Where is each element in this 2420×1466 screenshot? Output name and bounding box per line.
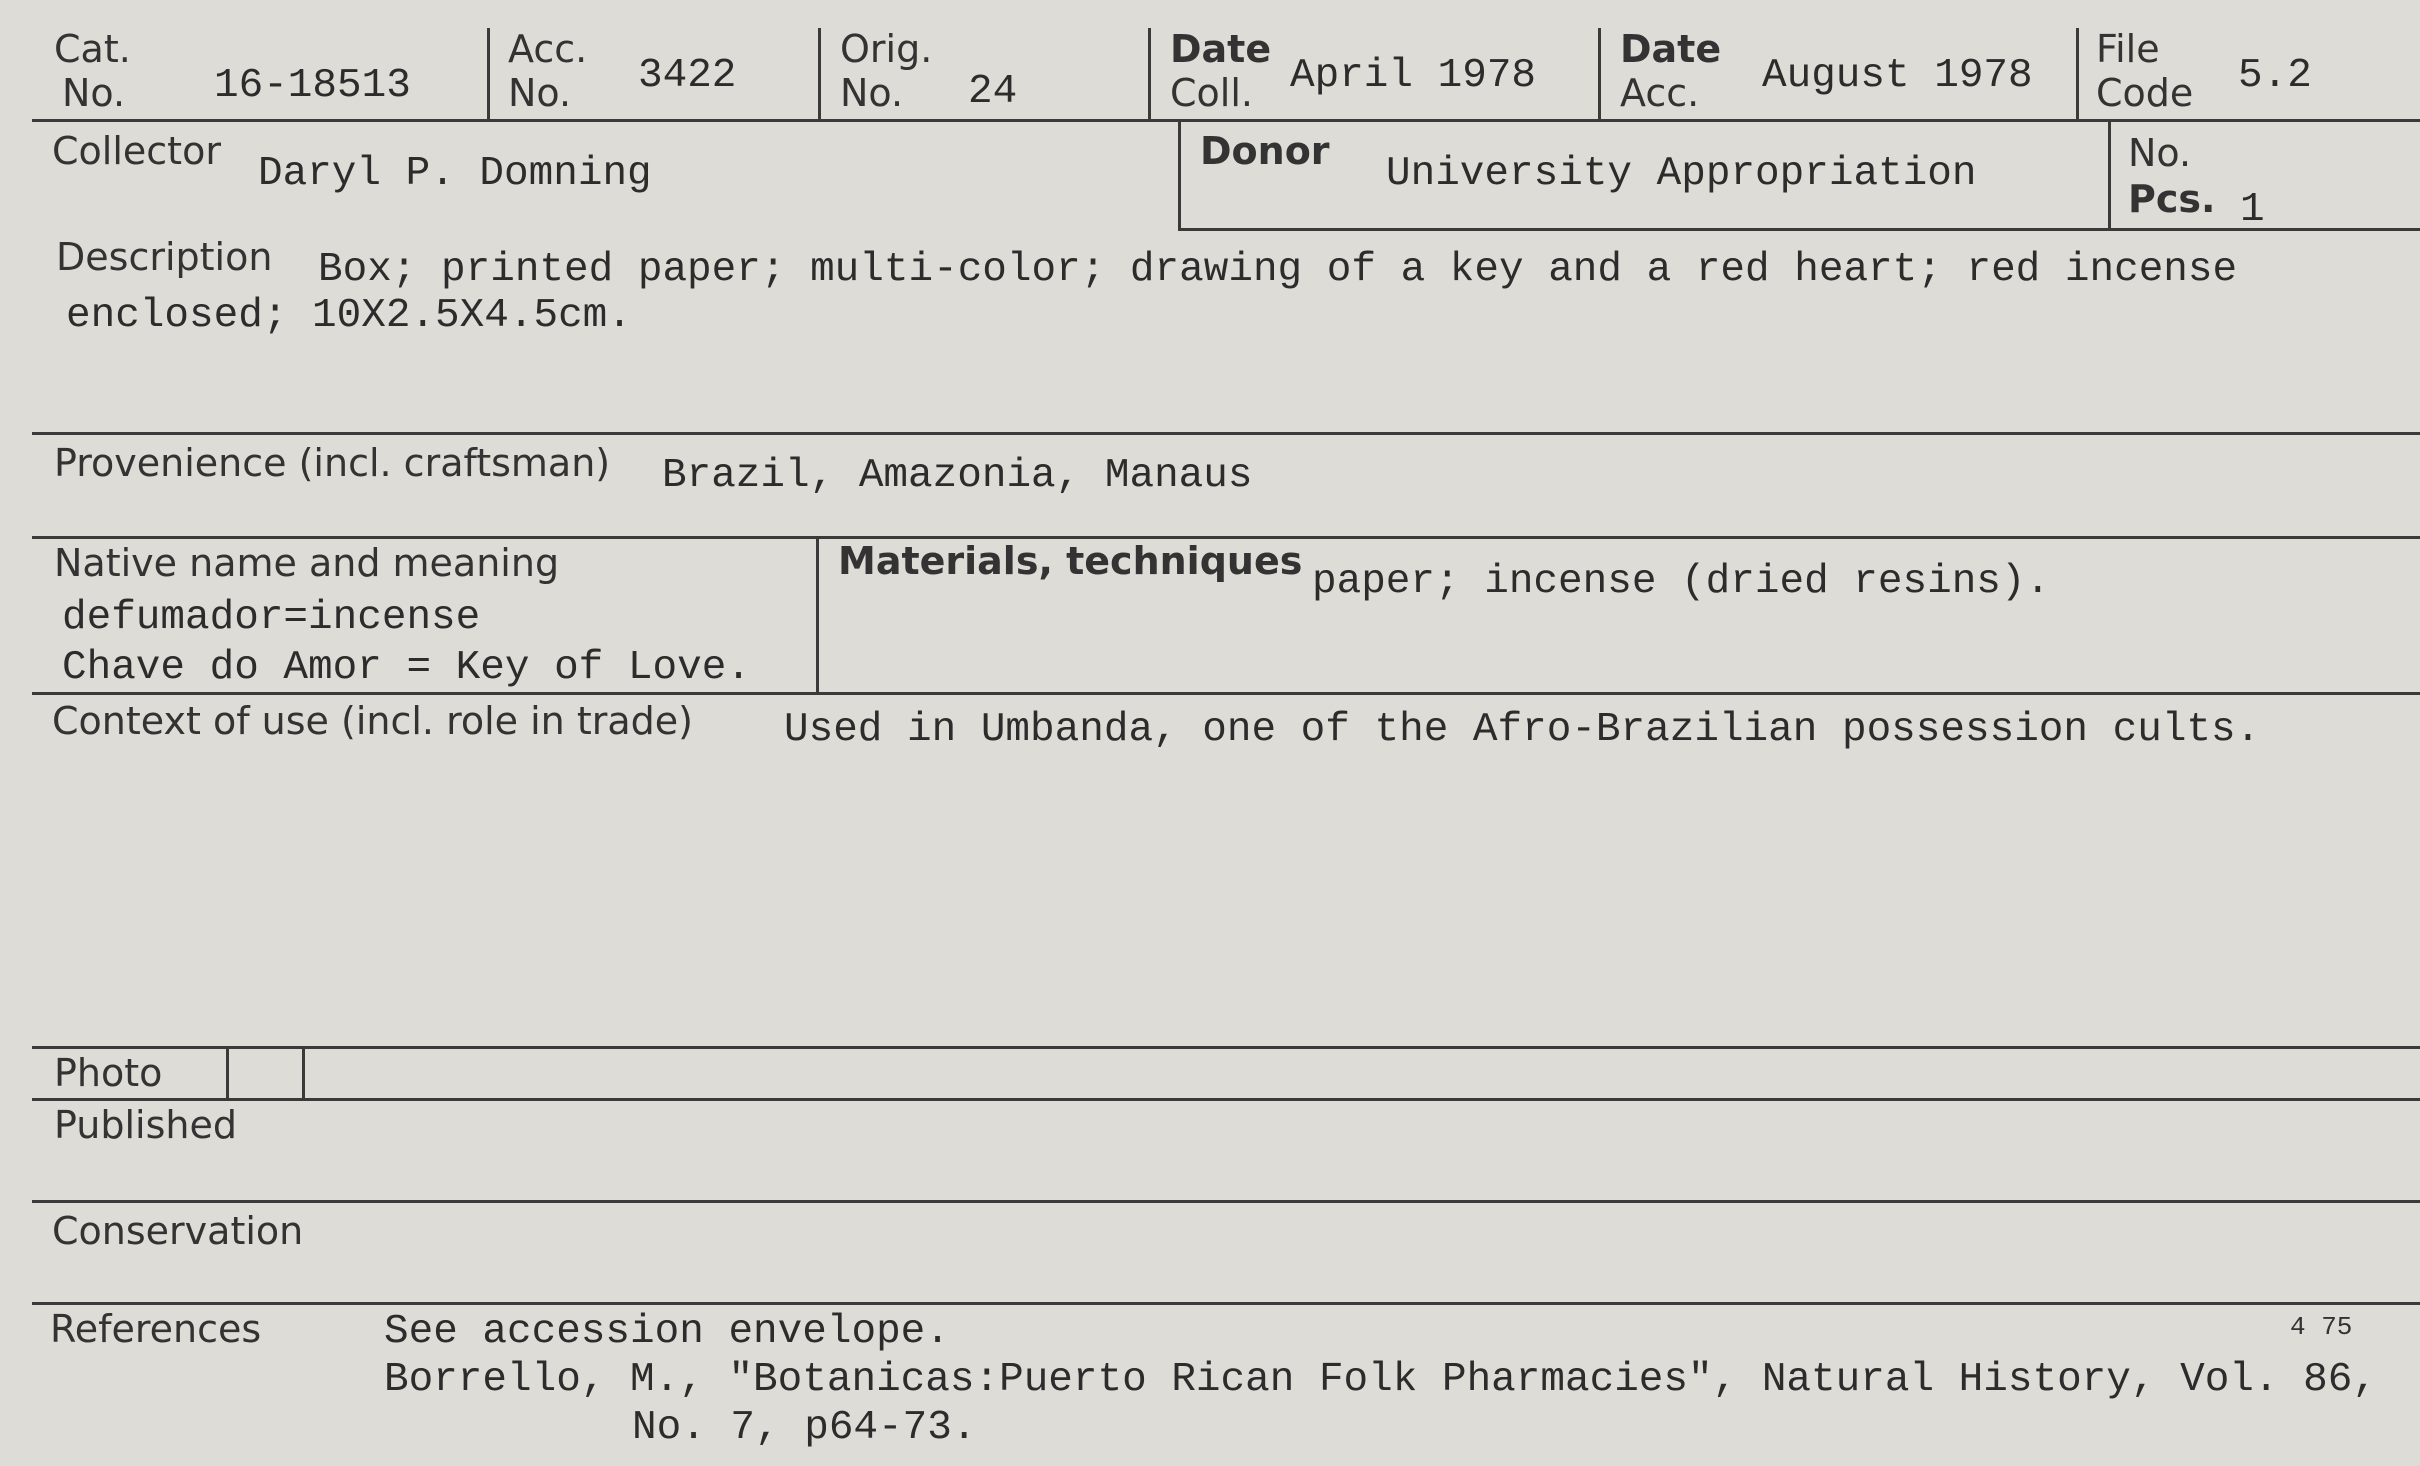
date-acc-label-1: Date <box>1620 27 1722 71</box>
published-label: Published <box>54 1103 237 1147</box>
description-line-2: enclosed; 10X2.5X4.5cm. <box>66 293 632 339</box>
native-name-label: Native name and meaning <box>54 541 560 585</box>
provenience-value: Brazil, Amazonia, Manaus <box>662 453 1253 499</box>
divider-orig <box>818 28 821 121</box>
acc-no-value: 3422 <box>638 53 737 99</box>
photo-box-right <box>302 1048 305 1098</box>
cat-no-value: 16-18513 <box>214 63 411 109</box>
acc-no-label-2: No. <box>508 71 572 115</box>
orig-no-value: 24 <box>968 69 1018 115</box>
native-name-line-2: Chave do Amor = Key of Love. <box>62 645 751 691</box>
conservation-bottom-rule <box>32 1302 2420 1305</box>
pcs-label-2: Pcs. <box>2128 177 2216 221</box>
context-label: Context of use (incl. role in trade) <box>52 699 693 743</box>
materials-bottom-rule <box>32 692 2420 695</box>
orig-no-label-2: No. <box>840 71 904 115</box>
donor-value: University Appropriation <box>1386 151 1977 197</box>
acc-no-label-1: Acc. <box>508 27 588 71</box>
cat-no-label-2: No. <box>62 71 126 115</box>
references-line-3: No. 7, p64-73. <box>632 1405 977 1451</box>
pcs-value: 1 <box>2240 187 2265 233</box>
photo-bottom-rule <box>32 1098 2420 1101</box>
file-code-label-2: Code <box>2096 71 2194 115</box>
file-code-label-1: File <box>2096 27 2160 71</box>
donor-label: Donor <box>1200 129 1330 173</box>
materials-value: paper; incense (dried resins). <box>1312 559 2051 605</box>
header-bottom-rule <box>32 119 2420 122</box>
pcs-label-1: No. <box>2128 131 2192 175</box>
references-line-1: See accession envelope. <box>384 1309 950 1355</box>
collector-label: Collector <box>52 129 221 173</box>
date-coll-label-1: Date <box>1170 27 1272 71</box>
divider-acc <box>487 28 490 121</box>
date-acc-value: August 1978 <box>1762 53 2033 99</box>
date-coll-label-2: Coll. <box>1170 71 1253 115</box>
description-line-1: Box; printed paper; multi-color; drawing of a key and a red heart; red incense <box>318 247 2238 293</box>
conservation-label: Conservation <box>52 1209 304 1253</box>
context-value: Used in Umbanda, one of the Afro-Brazilian possession cults. <box>784 707 2261 753</box>
photo-top-rule <box>32 1046 2420 1049</box>
materials-label: Materials, techniques <box>838 539 1303 583</box>
divider-date-coll <box>1148 28 1151 121</box>
references-line-2: Borrello, M., "Botanicas:Puerto Rican Folk Pharmacies", Natural History, Vol. 86, <box>384 1357 2377 1403</box>
divider-file-code <box>2076 28 2079 121</box>
divider-materials <box>816 538 819 692</box>
orig-no-label-1: Orig. <box>840 27 933 71</box>
cat-no-label-1: Cat. <box>54 27 131 71</box>
divider-pcs <box>2108 121 2111 231</box>
native-name-line-1: defumador=incense <box>62 595 481 641</box>
file-code-value: 5.2 <box>2238 53 2312 99</box>
provenience-label: Provenience (incl. craftsman) <box>54 441 611 485</box>
divider-date-acc <box>1598 28 1601 121</box>
description-bottom-rule <box>32 432 2420 435</box>
description-label: Description <box>56 235 273 279</box>
published-bottom-rule <box>32 1200 2420 1203</box>
divider-donor <box>1178 121 1181 231</box>
photo-box-left <box>226 1048 229 1098</box>
references-label: References <box>50 1307 262 1351</box>
form-code: 4 75 <box>2290 1312 2353 1342</box>
date-coll-value: April 1978 <box>1290 53 1537 99</box>
date-acc-label-2: Acc. <box>1620 71 1700 115</box>
collector-bottom-rule <box>1180 228 2420 231</box>
photo-label: Photo <box>54 1051 163 1095</box>
collector-value: Daryl P. Domning <box>258 151 652 197</box>
